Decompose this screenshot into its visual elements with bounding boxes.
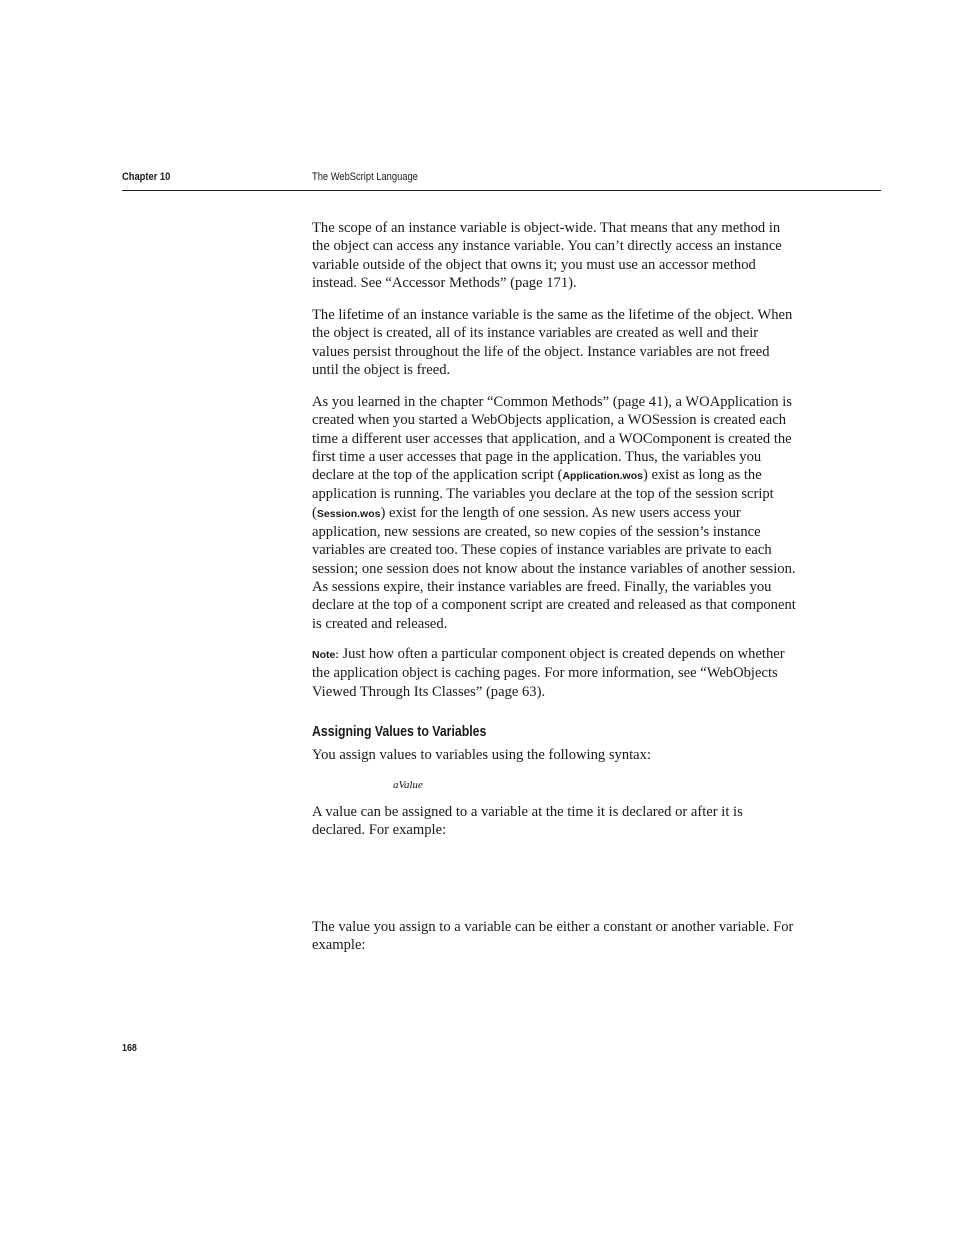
paragraph-text xyxy=(312,393,797,633)
paragraph-syntax-intro xyxy=(312,746,797,764)
page-number: 168 xyxy=(122,1042,137,1054)
paragraph-scope xyxy=(312,219,797,292)
paragraph-text: The value you assign to a variable can be either a constant or another variable. For example: xyxy=(312,919,794,954)
paragraph-text: The lifetime of an instance variable is the same as the lifetime of the object. When the object is created, all of its instance variables are created as well and their values persist throughout the life of the object. Instance variables are not freed until the object is freed. xyxy=(312,307,793,378)
running-header-title: The WebScript Language xyxy=(312,171,418,183)
code-application-wos: Application.wos xyxy=(562,470,643,483)
running-header-chapter: Chapter 10 xyxy=(122,171,171,183)
section-heading: Assigning Values to Variables xyxy=(312,723,487,740)
paragraph-text xyxy=(312,645,797,701)
code-session-wos: Session.wos xyxy=(316,507,381,520)
text-run: ) exist as long as the application is running. The variables you declare at the top of the session script ( xyxy=(312,467,774,521)
paragraph-text: You assign values to variables using the following syntax: xyxy=(312,747,652,763)
header-rule xyxy=(122,190,881,191)
note-text: Just how often a particular component object is created depends on whether the application object is caching pages. For more information, see “WebObjects Viewed Through Its Classes” (page 63). xyxy=(312,646,785,700)
paragraph-text: A value can be assigned to a variable at the time it is declared or after it is declared. For example: xyxy=(312,804,743,839)
paragraph-common-methods xyxy=(312,393,797,633)
text-run: As you learned in the chapter “Common Methods” (page 41), a WOApplication is created when you started a WebObjects application, a WOSession is created each time a different user accesses that application, and a WOComponent is created the first time a user accesses that page in the application. Thus, the variables you declare at the top of the application script ( xyxy=(312,394,792,484)
paragraph-lifetime xyxy=(312,306,797,379)
note-paragraph xyxy=(312,645,797,701)
text-run: ) exist for the length of one session. As new users access your application, new sessions are created, so new copies of the session’s instance variables are created too. These copies of instance variables are private to each session; one session does not know about the instance variables of another session. As sessions expire, their instance variables are freed. Finally, the variables you declare at the top of a component script are created and released as that component is created and released. xyxy=(312,504,796,632)
paragraph-constant-or-variable xyxy=(312,918,797,955)
syntax-example: aValue xyxy=(393,779,423,791)
paragraph-text: The scope of an instance variable is object-wide. That means that any method in the object can access any instance variable. You can’t directly access an instance variable outside of the object that owns it; you must use an accessor method instead. See “Accessor Methods” (page 171). xyxy=(312,220,782,291)
paragraph-assign-example xyxy=(312,803,797,840)
note-label: Note: xyxy=(312,649,339,661)
